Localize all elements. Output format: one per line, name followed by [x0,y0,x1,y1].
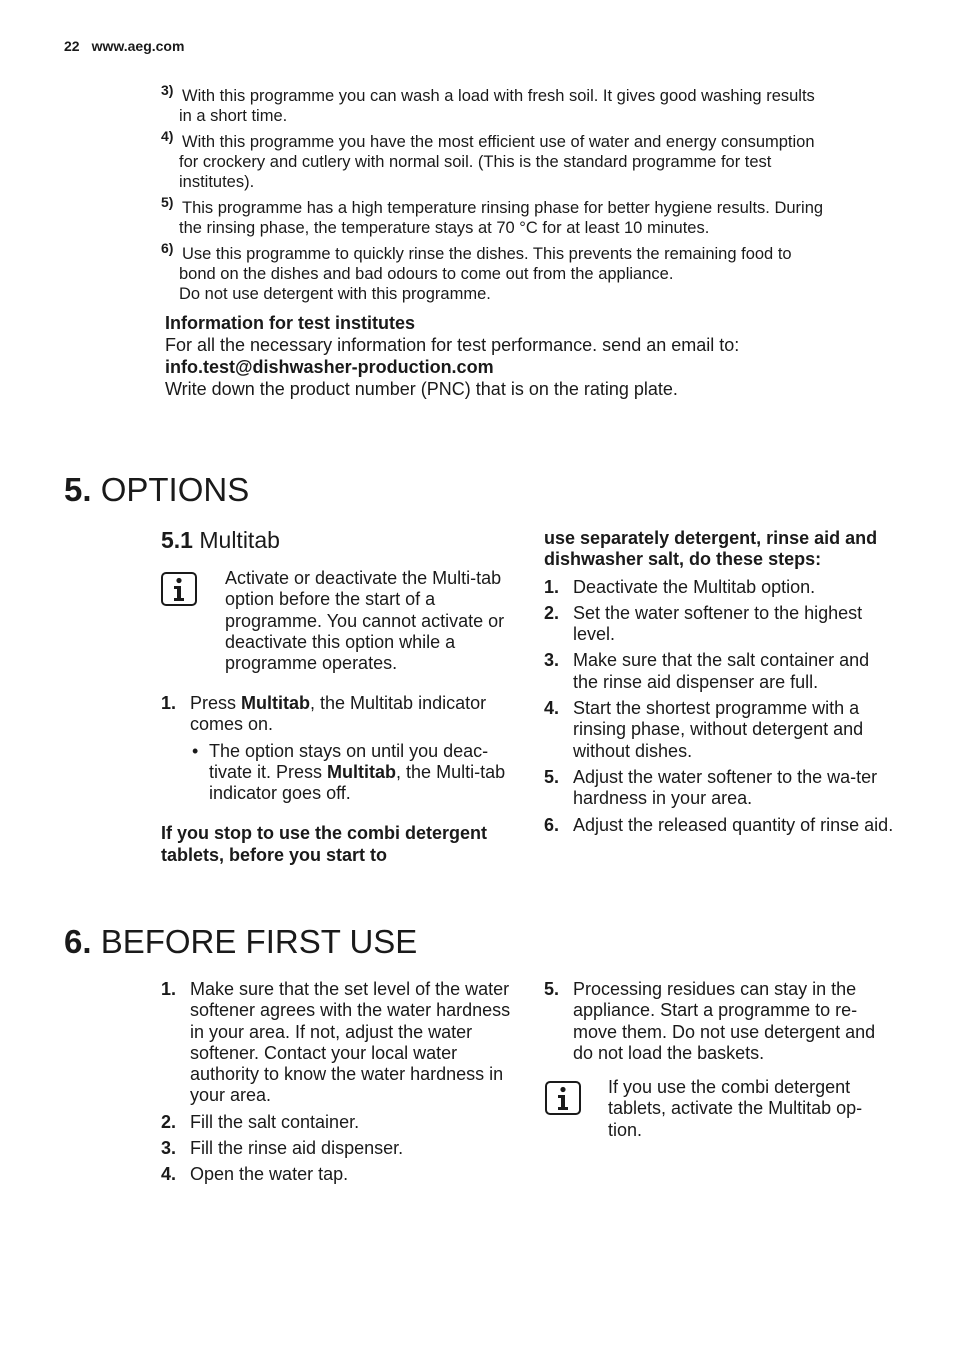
subsection-number: 5.1 [161,527,193,553]
step-text: Adjust the water softener to the wa-ter hardness in your area. [573,766,878,809]
section-5-title: OPTIONS [100,471,250,508]
list-item [544,650,894,693]
footnote-5 [161,194,896,238]
multitab-button-label: Multitab [241,693,311,713]
footnote-line: bond on the dishes and bad odours to come out from the appliance. [179,265,674,283]
list-item [544,979,894,1064]
test-info-title: Information for test institutes [165,313,416,333]
step-number: 3. [544,650,560,671]
step-text: Open the water tap. [190,1164,349,1185]
footnote-line: for crockery and cutlery with normal soil. (This is the standard programme for test [179,153,772,171]
website-link[interactable]: www.aeg.com [91,38,185,54]
test-info-email[interactable]: info.test@dishwasher-production.com [165,357,494,377]
first-use-steps-left [161,979,517,1191]
footnote-line: institutes). [179,173,255,191]
list-item [544,698,894,762]
section-5-number: 5. [64,471,92,508]
step-number: 4. [544,698,560,719]
list-item [161,1112,517,1133]
multitab-steps-right [544,528,894,841]
step-number: 6. [544,814,560,835]
list-item [161,979,517,1107]
stop-combi-heading-right: use separately detergent, rinse aid and dishwasher salt, do these steps: [544,528,878,570]
section-6-heading [64,922,417,962]
step-number: 1. [161,979,177,999]
step-text: Deactivate the Multitab option. [573,576,816,597]
page-header [64,38,184,54]
footnote-marker: 3) [161,82,174,98]
footnote-6 [161,240,896,304]
footnote-line: the rinsing phase, the temperature stays at 70 °C for at least 10 minutes. [179,219,710,237]
step-text: Processing residues can stay in the appliance. Start a programme to re-move them. Do not use detergent and do not load the baskets. [573,979,876,1063]
step-number: 2. [544,602,560,623]
footnote-line: Do not use detergent with this programme. [179,285,491,303]
section-6-number: 6. [64,923,92,960]
step-number: 5. [544,766,560,787]
info-icon [545,1081,581,1115]
step-number: 2. [161,1111,177,1132]
page-number: 22 [64,38,80,54]
step-text: Adjust the released quantity of rinse aid. [573,814,894,835]
section-6-title: BEFORE FIRST USE [100,923,418,960]
footnote-line: This programme has a high temperature rinsing phase for better hygiene results. During [182,199,824,217]
step-text: Set the water softener to the highest level. [573,602,863,645]
test-info-line1: For all the necessary information for test performance. send an email to: [165,335,740,355]
list-item: 1. Press Multitab, the Multitab indicator comes on. • The option stays on until you deac-tivate it. Press Multitab, the Multi-tab indicator goes off. [161,693,517,804]
list-item [544,577,894,598]
step-text: Make sure that the set level of the water softener agrees with the water hardness in your area. If not, adjust the water softener. Contact your local water authority to know the water hardness in your area. [190,979,511,1106]
first-use-steps-right [544,979,894,1069]
footnote-line: Use this programme to quickly rinse the dishes. This prevents the remaining food to [182,245,792,263]
footnote-line: With this programme you have the most efficient use of water and energy consumption [182,133,815,151]
stop-combi-heading-left: If you stop to use the combi detergent tablets, before you start to [161,823,488,865]
step-number: 5. [544,979,560,999]
step-number: 3. [161,1138,177,1159]
section-5-heading [64,470,249,510]
footnote-marker: 6) [161,240,174,256]
list-item [161,1138,517,1159]
footnote-line: in a short time. [179,107,288,125]
footnote-3 [161,82,896,126]
list-item [544,603,894,646]
test-info-line2: Write down the product number (PNC) that is on the rating plate. [165,379,678,399]
footnote-marker: 4) [161,128,174,144]
step-text: Fill the rinse aid dispenser. [190,1138,404,1159]
step-number: 4. [161,1164,177,1185]
list-item [544,815,894,836]
step-number: 1. [544,576,560,597]
step-text: Make sure that the salt container and the rinse aid dispenser are full. [573,650,870,692]
first-use-note: If you use the combi detergent tablets, activate the Multitab op-tion. [608,1077,863,1140]
multitab-steps-left [161,693,517,866]
footnote-marker: 5) [161,194,174,210]
list-bullet: • The option stays on until you deac-tivate it. Press Multitab, the Multi-tab indicator goes off. [192,740,506,804]
multitab-note: Activate or deactivate the Multi-tab option before the start of a programme. You cannot activate or deactivate this option while a programme operates. [225,568,505,674]
test-institutes-info [165,312,885,400]
footnote-line: With this programme you can wash a load with fresh soil. It gives good washing results [182,87,815,105]
subsection-5-1-heading [161,525,280,555]
step-text: Start the shortest programme with a rinsing phase, without detergent and without dishes. [573,698,864,761]
step-text: Fill the salt container. [190,1111,360,1132]
list-item [544,767,894,810]
subsection-title: Multitab [199,527,280,553]
info-icon [161,572,197,606]
list-item [161,1164,517,1185]
footnote-4 [161,128,896,192]
